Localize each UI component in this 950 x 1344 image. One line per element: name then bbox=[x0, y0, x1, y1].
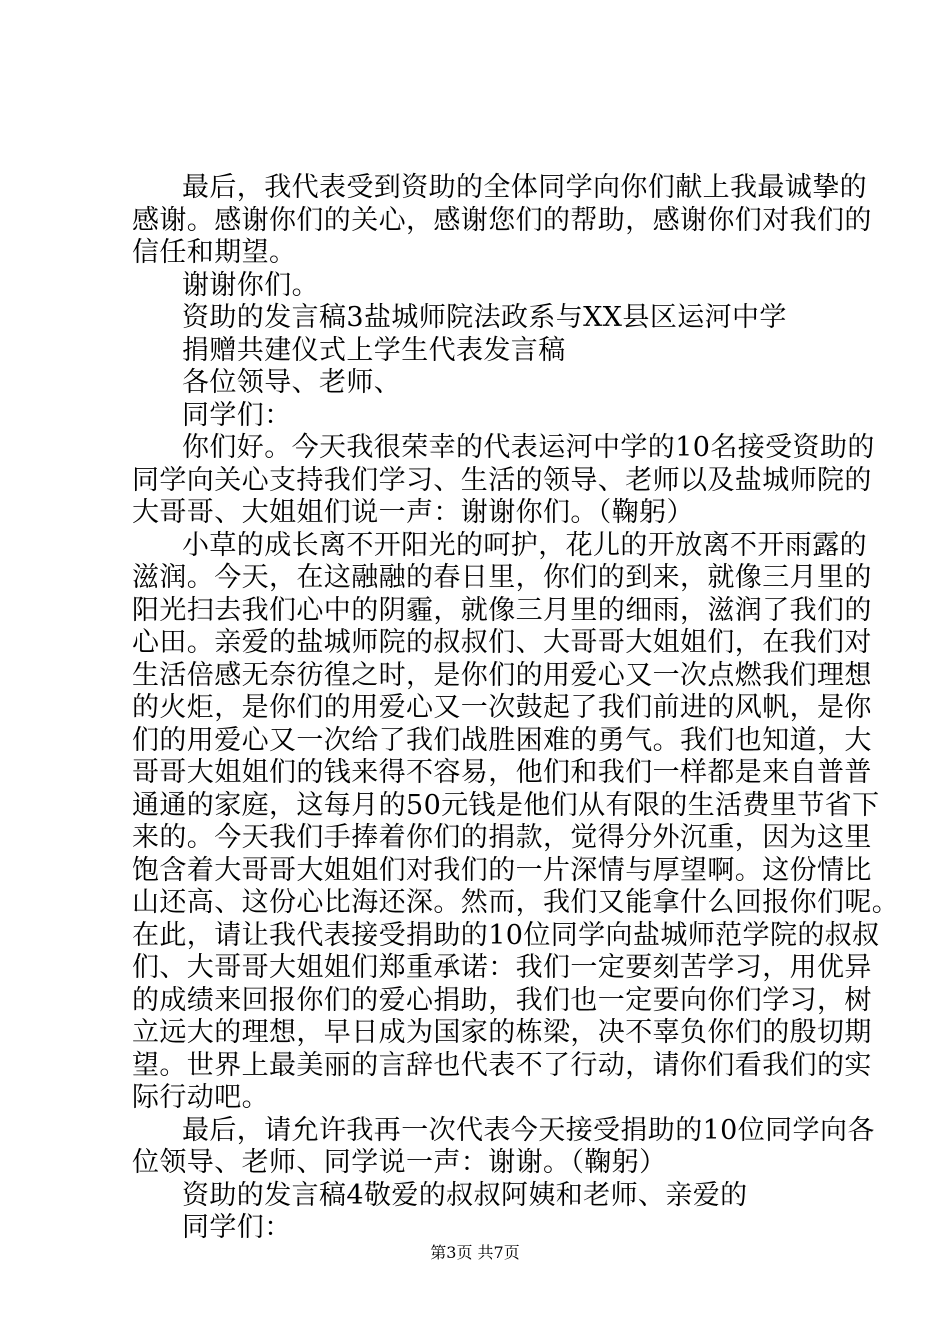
text-line: 们的用爱心又一次给了我们战胜困难的勇气。我们也知道，大 bbox=[132, 724, 872, 756]
page-footer bbox=[0, 1243, 950, 1263]
text-line: 在此，请让我代表接受捐助的10位同学向盐城师范学院的叔叔 bbox=[132, 919, 880, 951]
text-line: 阳光扫去我们心中的阴霾，就像三月里的细雨，滋润了我们的 bbox=[132, 594, 872, 626]
text-line: 位领导、老师、同学说一声：谢谢。（鞠躬） bbox=[132, 1147, 667, 1178]
text-line: 滋润。今天，在这融融的春日里，你们的到来，就像三月里的 bbox=[132, 562, 872, 593]
text-line: 同学们： bbox=[182, 399, 292, 431]
text-line: 谢谢你们。 bbox=[182, 269, 319, 301]
text-line: 大哥哥、大姐姐们说一声：谢谢你们。（鞠躬） bbox=[132, 497, 694, 528]
page-number-label: 第3页 共7页 bbox=[430, 1243, 520, 1262]
text-line: 饱含着大哥哥大姐姐们对我们的一片深情与厚望啊。这份情比 bbox=[132, 854, 872, 886]
text-line: 生活倍感无奈彷徨之时，是你们的用爱心又一次点燃我们理想 bbox=[132, 659, 872, 691]
text-line: 的成绩来回报你们的爱心捐助，我们也一定要向你们学习，树 bbox=[132, 984, 872, 1016]
text-line: 立远大的理想，早日成为国家的栋梁，决不辜负你们的殷切期 bbox=[132, 1017, 872, 1048]
document-body bbox=[132, 172, 900, 1245]
text-line: 各位领导、老师、 bbox=[182, 367, 402, 398]
text-line: 同学们： bbox=[182, 1212, 292, 1243]
text-line: 信任和期望。 bbox=[132, 237, 297, 268]
text-line: 通通的家庭，这每月的50元钱是他们从有限的生活费里节省下 bbox=[132, 789, 880, 821]
text-line: 资助的发言稿3盐城师院法政系与XX县区运河中学 bbox=[182, 302, 787, 333]
text-line: 资助的发言稿4敬爱的叔叔阿姨和老师、亲爱的 bbox=[182, 1179, 748, 1211]
text-line: 们、大哥哥大姐姐们郑重承诺：我们一定要刻苦学习，用优异 bbox=[132, 952, 872, 983]
text-line: 望。世界上最美丽的言辞也代表不了行动，请你们看我们的实 bbox=[132, 1049, 872, 1081]
text-line: 你们好。今天我很荣幸的代表运河中学的10名接受资助的 bbox=[182, 432, 875, 463]
text-line: 最后，我代表受到资助的全体同学向你们献上我最诚挚的 bbox=[182, 172, 867, 203]
text-line: 小草的成长离不开阳光的呵护，花儿的开放离不开雨露的 bbox=[182, 529, 867, 561]
text-line: 感谢。感谢你们的关心，感谢您们的帮助，感谢你们对我们的 bbox=[132, 204, 872, 236]
text-line: 心田。亲爱的盐城师院的叔叔们、大哥哥大姐姐们，在我们对 bbox=[132, 627, 872, 658]
text-line: 山还高、这份心比海还深。然而，我们又能拿什么回报你们呢。 bbox=[132, 887, 900, 918]
text-line: 同学向关心支持我们学习、生活的领导、老师以及盐城师院的 bbox=[132, 464, 872, 496]
text-line: 来的。今天我们手捧着你们的捐款，觉得分外沉重，因为这里 bbox=[132, 822, 872, 853]
text-line: 最后，请允许我再一次代表今天接受捐助的10位同学向各 bbox=[182, 1114, 875, 1146]
text-line: 哥哥大姐姐们的钱来得不容易，他们和我们一样都是来自普普 bbox=[132, 757, 872, 788]
text-line: 际行动吧。 bbox=[132, 1082, 269, 1113]
text-line: 的火炬，是你们的用爱心又一次鼓起了我们前进的风帆，是你 bbox=[132, 692, 872, 723]
text-line: 捐赠共建仪式上学生代表发言稿 bbox=[182, 334, 566, 366]
